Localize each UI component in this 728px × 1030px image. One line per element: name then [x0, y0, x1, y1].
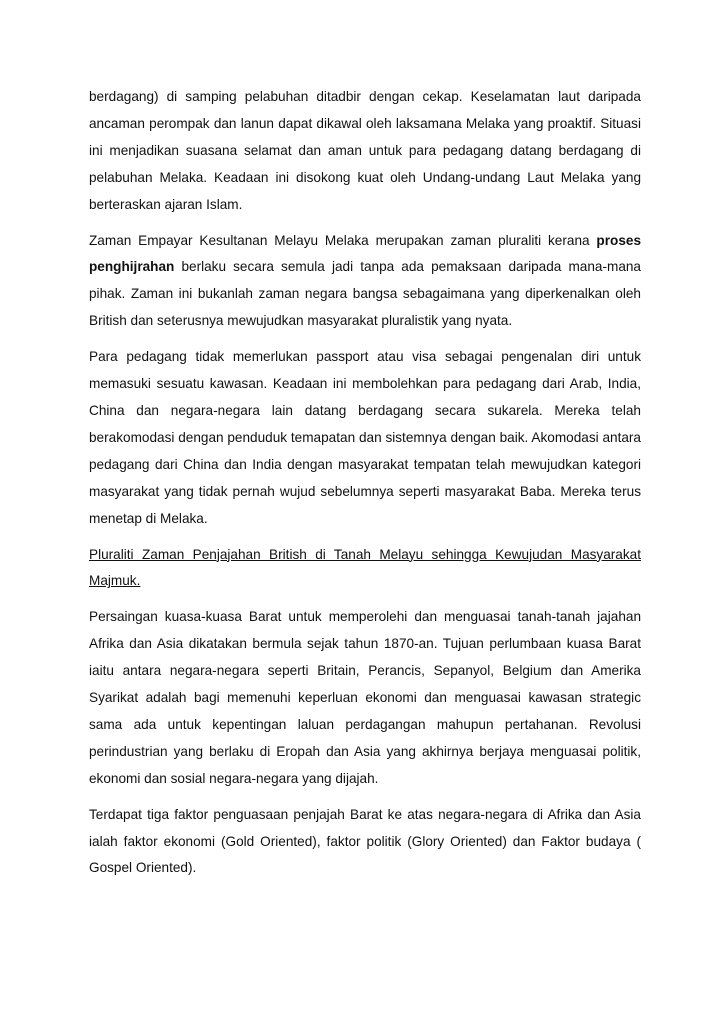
paragraph-text: Zaman Empayar Kesultanan Melayu Melaka merupakan zaman pluraliti kerana	[89, 232, 597, 248]
paragraph-colonial-factors: Terdapat tiga faktor penguasaan penjajah Barat ke atas negara-negara di Afrika dan Asia ialah faktor ekonomi (Gold Oriented), faktor politik (Glory Oriented) dan Faktor budaya ( Gospel Oriented).	[89, 806, 641, 876]
paragraph-plurality-era	[89, 228, 641, 336]
paragraph-western-powers: Persaingan kuasa-kuasa Barat untuk memperolehi dan menguasai tanah-tanah jajahan Afrika dan Asia dikatakan bermula sejak tahun 1870-an. Tujuan perlumbaan kuasa Barat iaitu antara negara-negara seperti Britain, Perancis, Sepanyol, Belgium dan Amerika Syarikat adalah bagi memenuhi keperluan ekonomi dan menguasai kawasan strategic sama ada untuk kepentingan laluan perdagangan mahupun pertahanan. Revolusi perindustrian yang berlaku di Eropah dan Asia yang akhirnya berjaya menguasai politik, ekonomi dan sosial negara-negara yang dijajah.	[89, 609, 641, 786]
document-body	[89, 84, 641, 891]
section-heading: Pluraliti Zaman Penjajahan British di Tanah Melayu sehingga Kewujudan Masyarakat Majmuk.	[89, 546, 641, 589]
paragraph-melaka-port-safety: berdagang) di samping pelabuhan ditadbir dengan cekap. Keselamatan laut daripada ancaman perompak dan lanun dapat dikawal oleh laksamana Melaka yang proaktif. Situasi ini menjadikan suasana selamat dan aman untuk para pedagang datang berdagang di pelabuhan Melaka. Keadaan ini disokong kuat oleh Undang-undang Laut Melaka yang berteraskan ajaran Islam.	[89, 89, 641, 212]
bold-term-proses-penghijrahan: proses penghijrahan	[89, 232, 641, 275]
paragraph-traders: Para pedagang tidak memerlukan passport atau visa sebagai pengenalan diri untuk memasuki sesuatu kawasan. Keadaan ini membolehkan para pedagang dari Arab, India, China dan negara-negara lain datang berdagang secara sukarela. Mereka telah berakomodasi dengan penduduk temapatan dan sistemnya dengan baik. Akomodasi antara pedagang dari China dan India dengan masyarakat tempatan telah mewujudkan kategori masyarakat yang tidak pernah wujud sebelumnya seperti masyarakat Baba. Mereka terus menetap di Melaka.	[89, 349, 641, 526]
paragraph-text: berlaku secara semula jadi tanpa ada pemaksaan daripada mana-mana pihak. Zaman ini bukanlah zaman negara bangsa sebagaimana yang diperkenalkan oleh British dan seterusnya mewujudkan masyarakat pluralistik yang nyata.	[89, 259, 641, 329]
